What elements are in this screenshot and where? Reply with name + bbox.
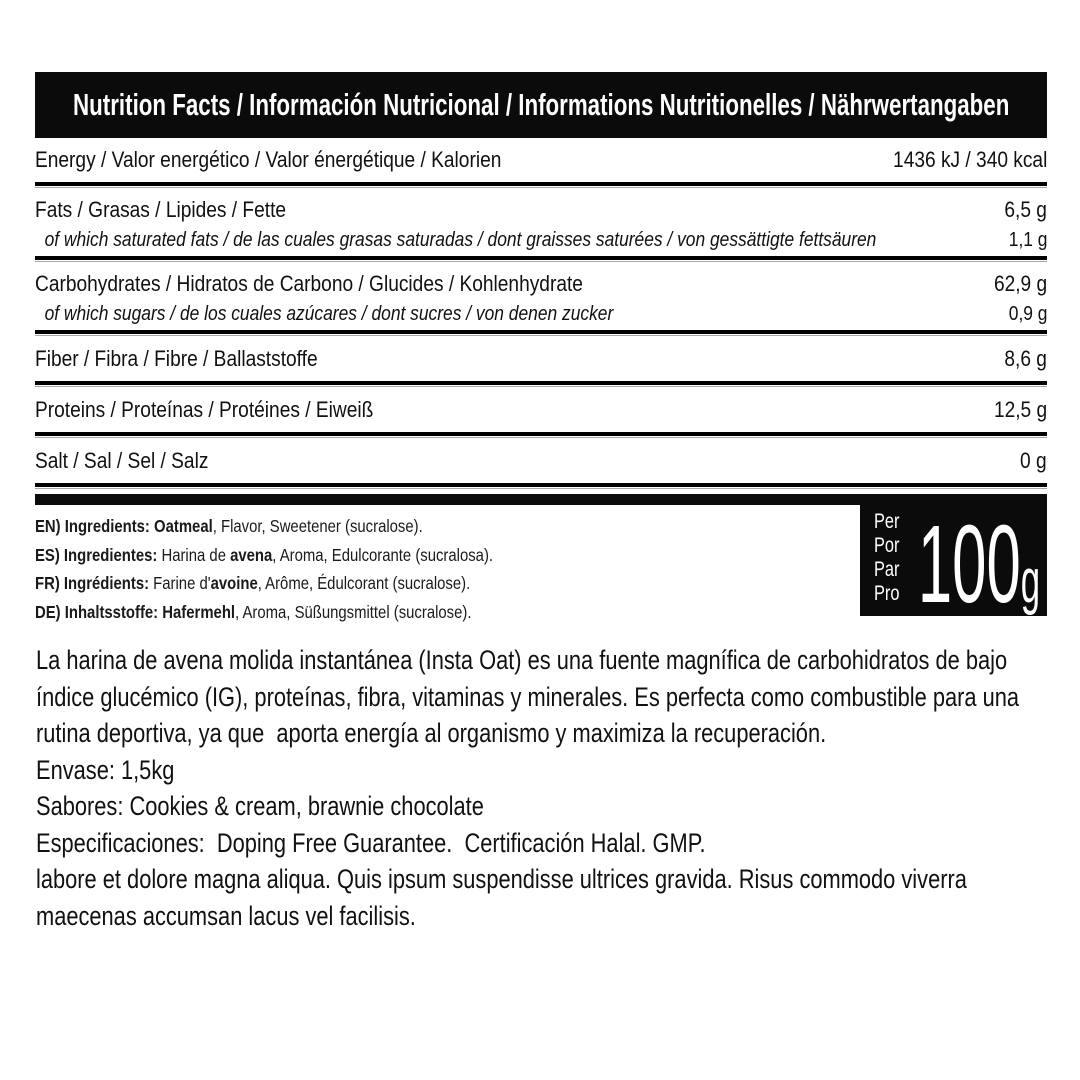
table-row-fats	[35, 189, 1047, 230]
ingredients-line-fr	[35, 569, 736, 598]
saturated-fats-label: of which saturated fats / de las cuales grasas saturadas / dont graisses saturées / von gessättigte fettsäuren	[44, 229, 877, 251]
ingredients-es-pre: Harina de	[157, 544, 231, 565]
table-row-saturated-fats	[35, 225, 1047, 256]
serving-amount	[917, 503, 1040, 616]
saturated-fats-value: 1,1 g	[1008, 229, 1047, 251]
fiber-value: 8,6 g	[1004, 346, 1047, 371]
salt-value: 0 g	[1020, 448, 1047, 473]
sugars-label: of which sugars / de los cuales azúcares / dont sucres / von denen zucker	[44, 303, 614, 325]
ingredients-es-lead: ES) Ingredientes:	[35, 544, 158, 565]
nutrition-label-panel	[35, 72, 1047, 626]
footer-text: labore et dolore magna aliqua. Quis ipsum suspendisse ultrices gravida. Risus commodo viverra maecenas accumsan lacus vel facilisis.	[36, 864, 973, 931]
ingredients-en-lead: EN) Ingredients:	[35, 516, 150, 536]
ingredients-de-rest: , Aroma, Süßungsmittel (sucralose).	[235, 601, 472, 622]
salt-label: Salt / Sal / Sel / Salz	[35, 448, 209, 473]
ingredients-de-lead: DE) Inhaltsstoffe:	[35, 601, 159, 622]
ingredients-fr-lead: FR) Ingrédients:	[35, 573, 150, 593]
ingredients-es-rest: , Aroma, Edulcorante (sucralosa).	[272, 544, 494, 565]
ingredients-line-de	[35, 598, 736, 627]
table-row-salt	[35, 439, 1047, 483]
specifications-line: Especificaciones: Doping Free Guarantee. Certificación Halal. GMP.	[36, 827, 706, 858]
ingredients-line-en	[35, 512, 736, 541]
serving-amount-unit: g	[1020, 547, 1040, 616]
fats-label: Fats / Grasas / Lipides / Fette	[35, 196, 287, 222]
ingredients-de-emphasis: Hafermehl	[162, 601, 236, 622]
energy-value: 1436 kJ / 340 kcal	[892, 147, 1047, 172]
nutrition-facts-header-bar	[35, 72, 1047, 138]
energy-label: Energy / Valor energético / Valor énergétique / Kalorien	[35, 147, 502, 172]
nutrition-table	[35, 138, 1047, 505]
ingredients-fr-pre: Farine d'	[149, 573, 211, 593]
fiber-label: Fiber / Fibra / Fibre / Ballaststoffe	[35, 346, 318, 371]
ingredients-line-es	[35, 541, 736, 570]
per-word-de: Pro	[874, 582, 900, 605]
per-100g-box	[860, 497, 1047, 616]
per-word-es: Por	[874, 534, 900, 557]
ingredients-fr-rest: , Arôme, Édulcorant (sucralose).	[257, 573, 471, 593]
table-row-fiber	[35, 337, 1047, 381]
serving-amount-number: 100	[917, 503, 1021, 616]
row-divider	[35, 330, 1047, 337]
table-row-energy	[35, 138, 1047, 182]
row-divider	[35, 256, 1047, 263]
table-row-proteins	[35, 388, 1047, 432]
nutrition-facts-title: Nutrition Facts / Información Nutricional / Informations Nutritionelles / Nährwertangaben	[72, 87, 1010, 122]
flavors-line: Sabores: Cookies & cream, brawnie chocolate	[36, 791, 484, 821]
package-size-line: Envase: 1,5kg	[36, 754, 175, 785]
per-words-column	[874, 510, 899, 606]
row-divider	[35, 483, 1047, 490]
table-row-carbohydrates	[35, 263, 1047, 304]
ingredients-en-rest: , Flavor, Sweetener (sucralose).	[212, 516, 423, 536]
carbohydrates-label: Carbohydrates / Hidratos de Carbono / Glucides / Kohlenhydrate	[35, 270, 583, 296]
fats-value: 6,5 g	[1004, 196, 1047, 222]
carbohydrates-value: 62,9 g	[993, 270, 1047, 296]
product-description	[36, 642, 1045, 934]
description-paragraph: La harina de avena molida instantánea (Insta Oat) es una fuente magnífica de carbohidratos de bajo índice glucémico (IG), proteínas, fibra, vitaminas y minerales. Es perfecta como combustible para una rutina deportiva, ya que aporta energía al organismo y maximiza la recuperación.	[36, 645, 1026, 748]
row-divider	[35, 182, 1047, 189]
proteins-label: Proteins / Proteínas / Protéines / Eiweiß	[35, 397, 374, 422]
per-word-fr: Par	[874, 558, 900, 581]
ingredients-list	[35, 505, 860, 626]
table-row-sugars	[35, 299, 1047, 330]
per-word-en: Per	[874, 510, 900, 533]
ingredients-es-emphasis: avena	[230, 544, 273, 565]
proteins-value: 12,5 g	[993, 397, 1047, 422]
ingredients-fr-emphasis: avoine	[210, 573, 258, 593]
row-divider	[35, 432, 1047, 439]
sugars-value: 0,9 g	[1008, 303, 1047, 325]
ingredients-en-emphasis: Oatmeal	[154, 516, 213, 536]
ingredients-section	[35, 505, 1047, 626]
row-divider	[35, 381, 1047, 388]
